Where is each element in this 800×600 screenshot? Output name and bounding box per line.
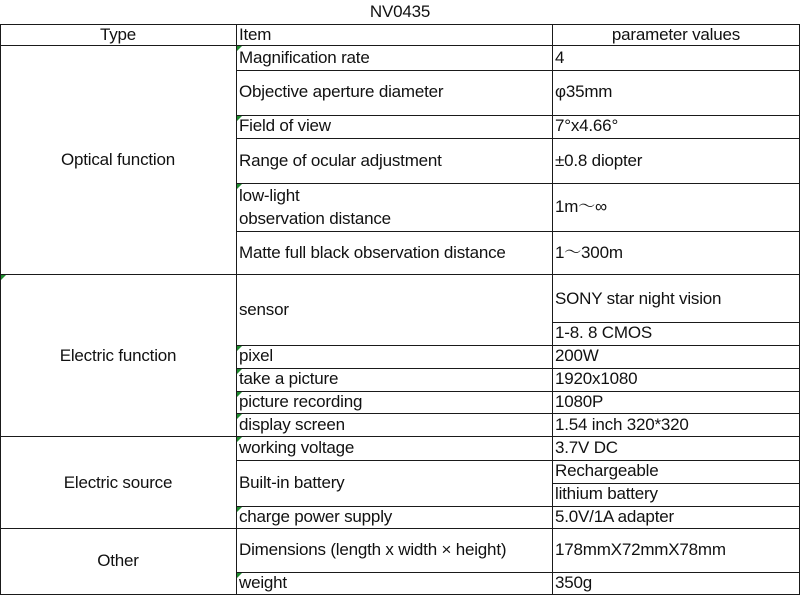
rule — [0, 274, 800, 275]
rule — [0, 24, 1, 595]
item-fov: Field of view — [239, 116, 331, 135]
group-source: Electric source — [63, 473, 173, 492]
rule — [0, 594, 800, 595]
item-charge: charge power supply — [239, 507, 393, 526]
value-recording: 1080P — [555, 392, 604, 411]
item-picture: take a picture — [239, 369, 339, 388]
value-weight: 350g — [555, 573, 593, 592]
cell-marker — [1, 275, 6, 280]
value-matte: 1～300m — [555, 243, 623, 262]
group-other: Other — [97, 551, 139, 570]
value-pixel: 200W — [555, 346, 599, 365]
value-fov: 7°x4.66° — [555, 116, 619, 135]
table-title: NV0435 — [369, 2, 431, 21]
value-picture: 1920x1080 — [555, 369, 638, 388]
value-battery-line2: lithium battery — [555, 484, 658, 503]
item-sensor: sensor — [239, 300, 289, 319]
rule — [236, 572, 800, 573]
item-lowlight-line2: observation distance — [239, 209, 391, 228]
item-aperture: Objective aperture diameter — [239, 82, 444, 101]
item-voltage: working voltage — [239, 438, 355, 457]
header-type: Type — [99, 25, 137, 44]
rule — [236, 460, 800, 461]
item-ocular: Range of ocular adjustment — [239, 151, 442, 170]
value-charge: 5.0V/1A adapter — [555, 507, 674, 526]
value-dimensions: 178mmX72mmX78mm — [555, 540, 726, 559]
header-item: Item — [239, 25, 272, 44]
rule — [236, 231, 800, 232]
item-lowlight-line1: low-light — [239, 186, 300, 205]
value-sensor-line1: SONY star night vision — [555, 289, 722, 308]
rule — [236, 138, 800, 139]
item-magnification: Magnification rate — [239, 48, 370, 67]
value-sensor-line2: 1-8. 8 CMOS — [555, 323, 652, 342]
value-ocular: ±0.8 diopter — [555, 151, 643, 170]
group-electric: Electric function — [59, 346, 177, 365]
rule — [552, 24, 553, 595]
rule — [236, 345, 800, 346]
item-battery: Built-in battery — [239, 473, 345, 492]
rule — [0, 528, 800, 529]
item-display: display screen — [239, 415, 345, 434]
value-battery-line1: Rechargeable — [555, 461, 659, 480]
value-display: 1.54 inch 320*320 — [555, 415, 689, 434]
value-aperture: φ35mm — [555, 82, 613, 101]
header-value: parameter values — [611, 25, 741, 44]
rule — [0, 436, 800, 437]
group-optical: Optical function — [61, 150, 175, 169]
rule — [236, 183, 800, 184]
value-voltage: 3.7V DC — [555, 438, 618, 457]
rule — [236, 70, 800, 71]
item-dimensions: Dimensions (length x width × height) — [239, 540, 507, 559]
value-lowlight: 1m～∞ — [555, 197, 607, 216]
item-recording: picture recording — [239, 392, 363, 411]
item-pixel: pixel — [239, 346, 273, 365]
value-magnification: 4 — [555, 48, 565, 67]
rule — [0, 45, 800, 46]
rule — [236, 413, 800, 414]
item-matte: Matte full black observation distance — [239, 243, 506, 262]
item-weight: weight — [239, 573, 287, 592]
